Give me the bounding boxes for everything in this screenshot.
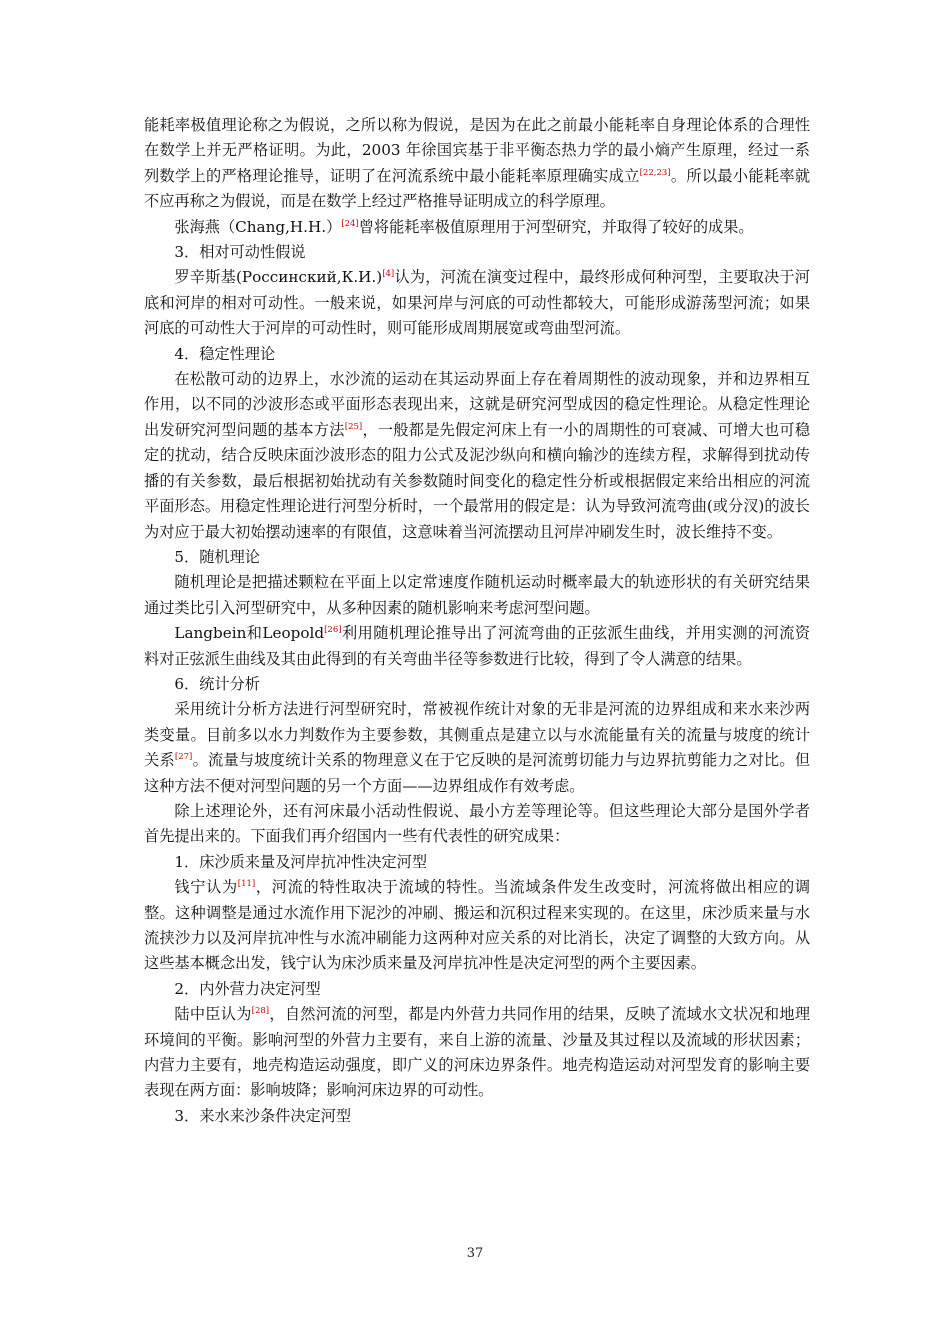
paragraph-rossinsky: 罗辛斯基(Россинский,К.И.)[4]认为，河流在演变过程中，最终形成何种河型，主要取决于河底和河岸的相对可动性。一般来说，如果河岸与河底的可动性都较大，可能形成游荡型河流；如果河底的可动性大于河岸的可动性时，则可能形成周期展宽或弯曲型河流。 xyxy=(144,268,810,338)
citation-22-23[interactable]: [22,23] xyxy=(639,167,671,178)
citation-26[interactable]: [26] xyxy=(324,625,342,636)
heading-statistical-analysis: 6．统计分析 xyxy=(174,674,260,693)
paragraph-chang: 张海燕（Chang,H.H.）[24]曾将能耗率极值原理用于河型研究，并取得了较好的成果。 xyxy=(174,217,754,236)
heading-internal-external-forces: 2．内外营力决定河型 xyxy=(174,979,321,998)
paragraph-other-theories: 除上述理论外，还有河床最小活动性假说、最小方差等理论等。但这些理论大部分是国外学者首先提出来的。下面我们再介绍国内一些有代表性的研究成果： xyxy=(144,801,810,846)
paragraph-min-energy: 能耗率极值理论称之为假说，之所以称为假说，是因为在此之前最小能耗率自身理论体系的合理性在数学上并无严格证明。为此，2003 年徐国宾基于非平衡态热力学的最小熵产生原理，经过一系列数学上的严格理论推导，证明了在河流系统中最小能耗率原理确实成立[22,23]。所以最小能耗率就不应再称之为假说，而是在数学上经过严格推导证明成立的科学原理。 xyxy=(144,116,811,211)
paragraph-random: 随机理论是把描述颗粒在平面上以定常速度作随机运动时概率最大的轨迹形状的有关研究结果通过类比引入河型研究中，从多种因素的随机影响来考虑河型问题。 xyxy=(144,573,810,617)
heading-random-theory: 5．随机理论 xyxy=(174,547,260,566)
body-text xyxy=(144,113,810,1129)
page-number: 37 xyxy=(466,1246,484,1261)
citation-25[interactable]: [25] xyxy=(344,421,363,432)
paragraph-stability: 在松散可动的边界上，水沙流的运动在其运动界面上存在着周期性的波动现象，并和边界相互作用，以不同的沙波形态或平面形态表现出来，这就是研究河型成因的稳定性理论。从稳定性理论出发研究河型问题的基本方法[25]，一般都是先假定河床上有一小的周期性的可衰减、可增大也可稳定的扰动，结合反映床面沙波形态的阻力公式及泥沙纵向和横向输沙的连续方程，求解得到扰动传播的有关参数，最后根据初始扰动有关参数随时间变化的稳定性分析或根据假定来给出相应的河流平面形态。用稳定性理论进行河型分析时，一个最常用的假定是：认为导致河流弯曲(或分汊)的波长为对应于最大初始摆动速率的有限值，这意味着当河流摆动且河岸冲刷发生时，波长维持不变。 xyxy=(144,370,811,541)
paragraph-statistics: 采用统计分析方法进行河型研究时，常被视作统计对象的无非是河流的边界组成和来水来沙两类变量。目前多以水力判数作为主要参数，其侧重点是建立以与水流能量有关的流量与坡度的统计关系[27]。流量与坡度统计关系的物理意义在于它反映的是河流剪切能力与边界抗剪能力之对比。但这种方法不便对河型问题的另一个方面——边界组成作有效考虑。 xyxy=(144,700,811,795)
citation-27[interactable]: [27] xyxy=(174,752,193,763)
citation-4[interactable]: [4] xyxy=(382,269,395,280)
paragraph-langbein-leopold: Langbein和Leopold[26]利用随机理论推导出了河流弯曲的正弦派生曲线，并用实测的河流资料对正弦派生曲线及其由此得到的有关弯曲半径等参数进行比较，得到了令人满意的结果。 xyxy=(144,624,811,668)
citation-28[interactable]: [28] xyxy=(251,1006,270,1017)
heading-stability-theory: 4．稳定性理论 xyxy=(174,344,276,363)
paragraph-qian-ning: 钱宁认为[11]，河流的特性取决于流域的特性。当流域条件发生改变时，河流将做出相应的调整。这种调整是通过水流作用下泥沙的冲刷、搬运和沉积过程来实现的。在这里，床沙质来量与水流挟沙力以及河岸抗冲性与水流冲刷能力这两种对应关系的对比消长，决定了调整的大致方向。从这些基本概念出发，钱宁认为床沙质来量及河岸抗冲性是决定河型的两个主要因素。 xyxy=(144,878,811,973)
citation-11[interactable]: [11] xyxy=(237,879,256,890)
paragraph-lu-zhongchen: 陆中臣认为[28]，自然河流的河型，都是内外营力共同作用的结果，反映了流域水文状况和地理环境间的平衡。影响河型的外营力主要有，来自上游的流量、沙量及其过程以及流域的形状因素；内营力主要有，地壳构造运动强度，即广义的河床边界条件。地壳构造运动对河型发育的影响主要表现在两方面：影响坡降；影响河床边界的可动性。 xyxy=(144,1005,811,1100)
heading-bed-material: 1．床沙质来量及河岸抗冲性决定河型 xyxy=(174,852,428,871)
heading-water-sediment: 3．来水来沙条件决定河型 xyxy=(174,1106,352,1125)
citation-24[interactable]: [24] xyxy=(341,218,359,229)
heading-relative-mobility: 3．相对可动性假说 xyxy=(174,243,306,262)
